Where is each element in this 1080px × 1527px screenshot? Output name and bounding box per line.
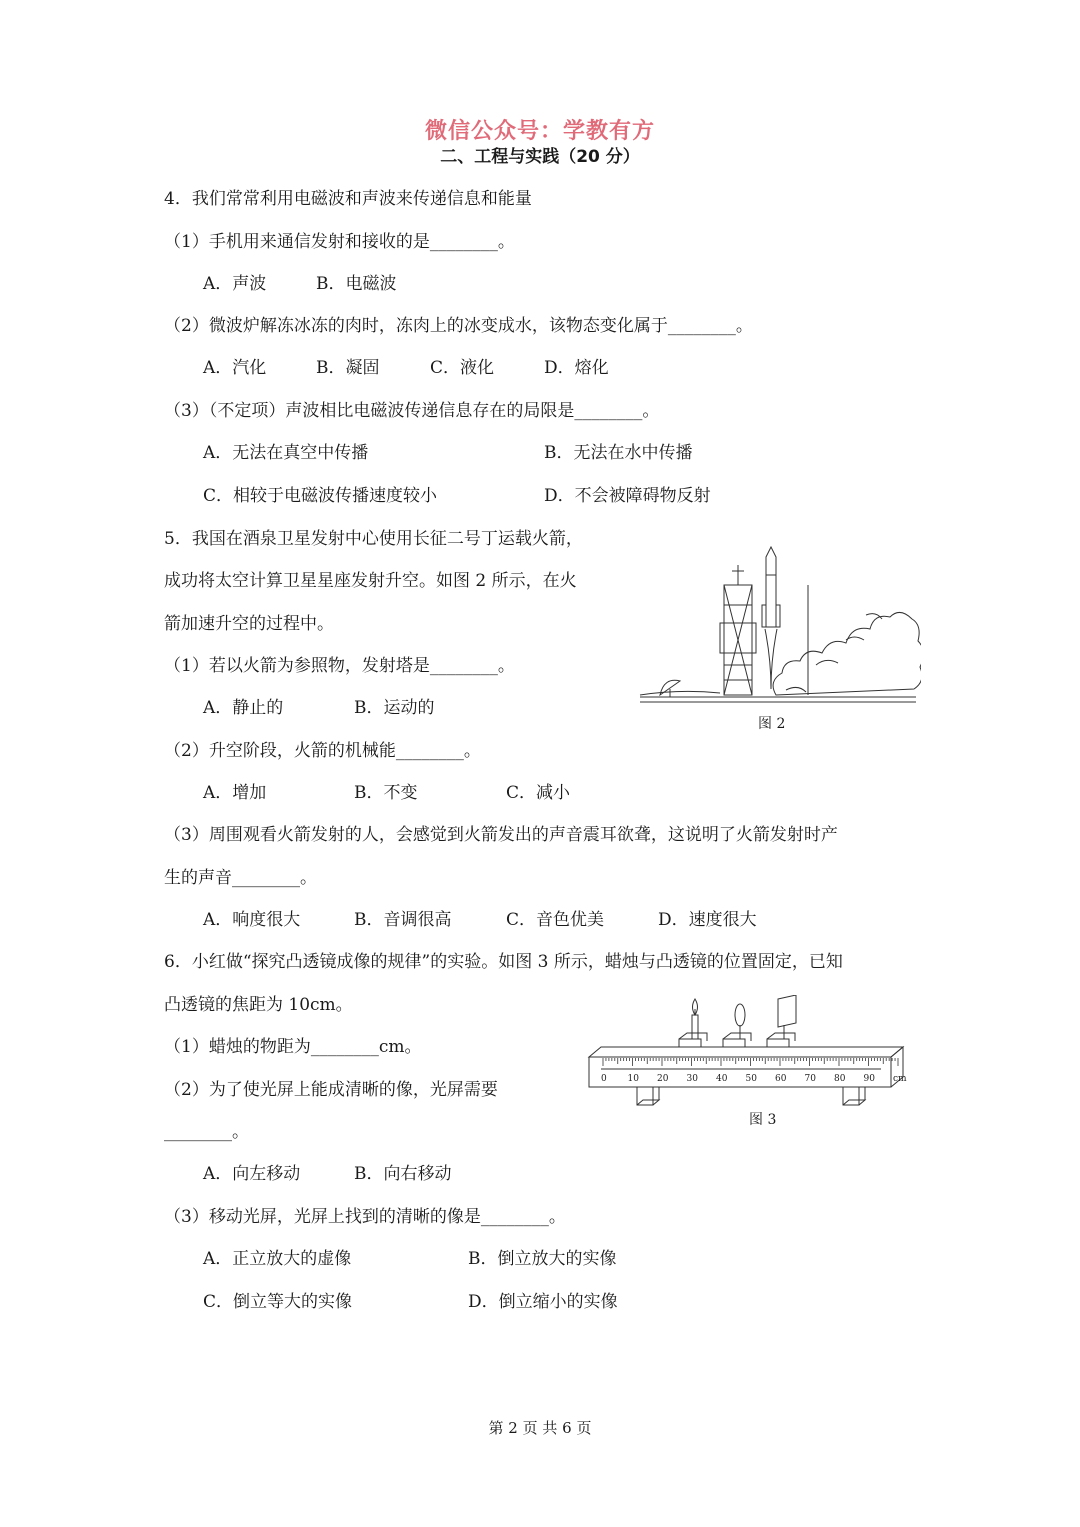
q4-sub3: （3）（不定项）声波相比电磁波传递信息存在的局限是________。 (164, 401, 660, 421)
q4-sub1-option-a: A．声波 (203, 274, 267, 294)
q6-sub3-option-c: C．倒立等大的实像 (203, 1292, 353, 1312)
q4-sub1: （1）手机用来通信发射和接收的是________。 (164, 232, 515, 252)
q6-sub2-line1: （2）为了使光屏上能成清晰的像，光屏需要 (164, 1080, 498, 1100)
ruler-tick-label: cm (893, 1074, 907, 1084)
q5-stem-line1: 5．我国在酒泉卫星发射中心使用长征二号丁运载火箭， (164, 529, 583, 549)
q4-sub3-option-b: B．无法在水中传播 (544, 443, 693, 463)
q4-sub3-option-c: C．相较于电磁波传播速度较小 (203, 486, 438, 506)
ruler-tick-label: 70 (804, 1074, 816, 1084)
q6-stem-line2: 凸透镜的焦距为 10cm。 (164, 995, 353, 1015)
q4-sub2-option-d: D．熔化 (544, 358, 609, 378)
q5-sub1-option-b: B．运动的 (354, 698, 435, 718)
q5-sub3-line1: （3）周围观看火箭发射的人，会感觉到火箭发出的声音震耳欲聋，这说明了火箭发射时产 (164, 825, 838, 845)
q6-sub3-option-a: A．正立放大的虚像 (203, 1249, 352, 1269)
q5-stem-line3: 箭加速升空的过程中。 (164, 614, 334, 634)
q5-sub2: （2）升空阶段，火箭的机械能________。 (164, 741, 481, 761)
ruler-tick-label: 80 (834, 1074, 846, 1084)
q6-sub3: （3）移动光屏，光屏上找到的清晰的像是________。 (164, 1207, 566, 1227)
q4-sub2-option-b: B．凝固 (316, 358, 380, 378)
q6-sub3-option-b: B．倒立放大的实像 (468, 1249, 617, 1269)
ruler-tick-label: 40 (716, 1074, 728, 1084)
q4-sub2: （2）微波炉解冻冰冻的肉时，冻肉上的冰变成水，该物态变化属于________。 (164, 316, 753, 336)
q6-sub2-option-b: B．向右移动 (354, 1164, 452, 1184)
watermark-text: 微信公众号：学教有方 (424, 119, 655, 144)
q5-sub2-option-b: B．不变 (354, 783, 418, 803)
q4-sub3-option-a: A．无法在真空中传播 (203, 443, 369, 463)
q5-sub3-option-b: B．音调很高 (354, 910, 452, 930)
q6-sub1: （1）蜡烛的物距为________cm。 (164, 1037, 422, 1057)
q4-sub2-option-a: A．汽化 (203, 358, 267, 378)
q5-sub2-option-c: C．减小 (506, 783, 571, 803)
q6-stem-line1: 6．小红做“探究凸透镜成像的规律”的实验。如图 3 所示，蜡烛与凸透镜的位置固定，已知 (164, 952, 843, 972)
q4-sub3-option-d: D．不会被障碍物反射 (544, 486, 711, 506)
q4-sub2-option-c: C．液化 (430, 358, 495, 378)
optical-bench-figure (585, 995, 910, 1120)
q6-sub3-option-d: D．倒立缩小的实像 (468, 1292, 618, 1312)
q5-stem-line2: 成功将太空计算卫星星座发射升空。如图 2 所示，在火 (164, 571, 577, 591)
q6-sub2-option-a: A．向左移动 (203, 1164, 301, 1184)
figure3-caption: 图 3 (749, 1112, 777, 1128)
figure2-caption: 图 2 (758, 716, 786, 732)
ruler-tick-label: 50 (745, 1074, 757, 1084)
q5-sub2-option-a: A．增加 (203, 783, 267, 803)
q5-sub3-line2: 生的声音________。 (164, 868, 317, 888)
q6-sub2-line2: ________。 (164, 1122, 249, 1142)
q5-sub1-option-a: A．静止的 (203, 698, 284, 718)
q5-sub3-option-d: D．速度很大 (658, 910, 757, 930)
q5-sub3-option-c: C．音色优美 (506, 910, 605, 930)
ruler-tick-label: 30 (686, 1074, 698, 1084)
q5-sub3-option-a: A．响度很大 (203, 910, 301, 930)
ruler-tick-label: 20 (657, 1074, 669, 1084)
ruler-tick-label: 10 (627, 1074, 639, 1084)
ruler-tick-label: 60 (775, 1074, 787, 1084)
ruler-tick-label: 90 (863, 1074, 875, 1084)
q4-stem: 4．我们常常利用电磁波和声波来传递信息和能量 (164, 189, 532, 209)
rocket-launch-figure (636, 545, 921, 710)
ruler-tick-label: 0 (601, 1074, 607, 1084)
q4-sub1-option-b: B．电磁波 (316, 274, 397, 294)
q5-sub1: （1）若以火箭为参照物，发射塔是________。 (164, 656, 515, 676)
page-footer: 第 2 页 共 6 页 (488, 1419, 592, 1437)
section-title: 二、工程与实践（20 分） (440, 147, 640, 167)
